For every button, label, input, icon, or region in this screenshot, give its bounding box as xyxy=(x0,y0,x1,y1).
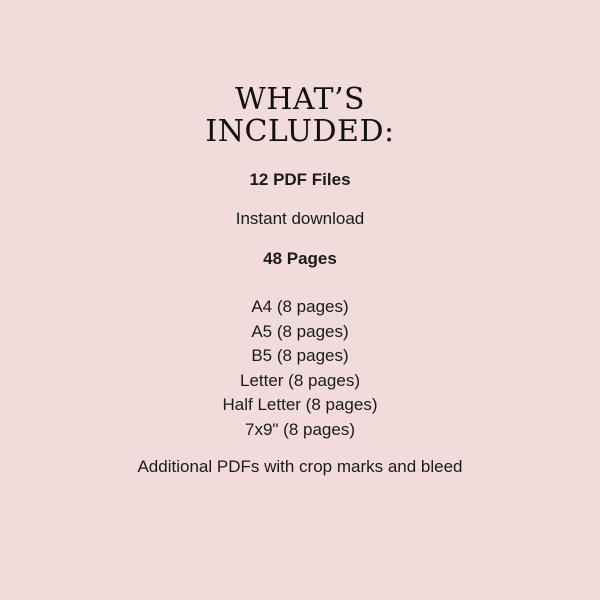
size-item-a4: A4 (8 pages) xyxy=(251,297,349,316)
size-item-half-letter: Half Letter (8 pages) xyxy=(222,395,378,415)
size-list xyxy=(0,295,600,443)
size-item-letter: Letter (8 pages) xyxy=(239,370,360,390)
title-line-2: INCLUDED: xyxy=(205,114,395,150)
page-title xyxy=(0,84,600,148)
instant-download-text: Instant download xyxy=(235,209,365,228)
page-count: 48 Pages xyxy=(263,249,337,268)
size-item-7x9: 7x9" (8 pages) xyxy=(245,419,355,439)
crop-marks-note: Additional PDFs with crop marks and bleed xyxy=(137,457,463,476)
size-item-a5: A5 (8 pages) xyxy=(251,321,349,341)
pdf-files-count: 12 PDF Files xyxy=(249,170,351,189)
size-item-b5: B5 (8 pages) xyxy=(251,346,349,366)
title-line-1: WHAT’S xyxy=(234,82,366,118)
